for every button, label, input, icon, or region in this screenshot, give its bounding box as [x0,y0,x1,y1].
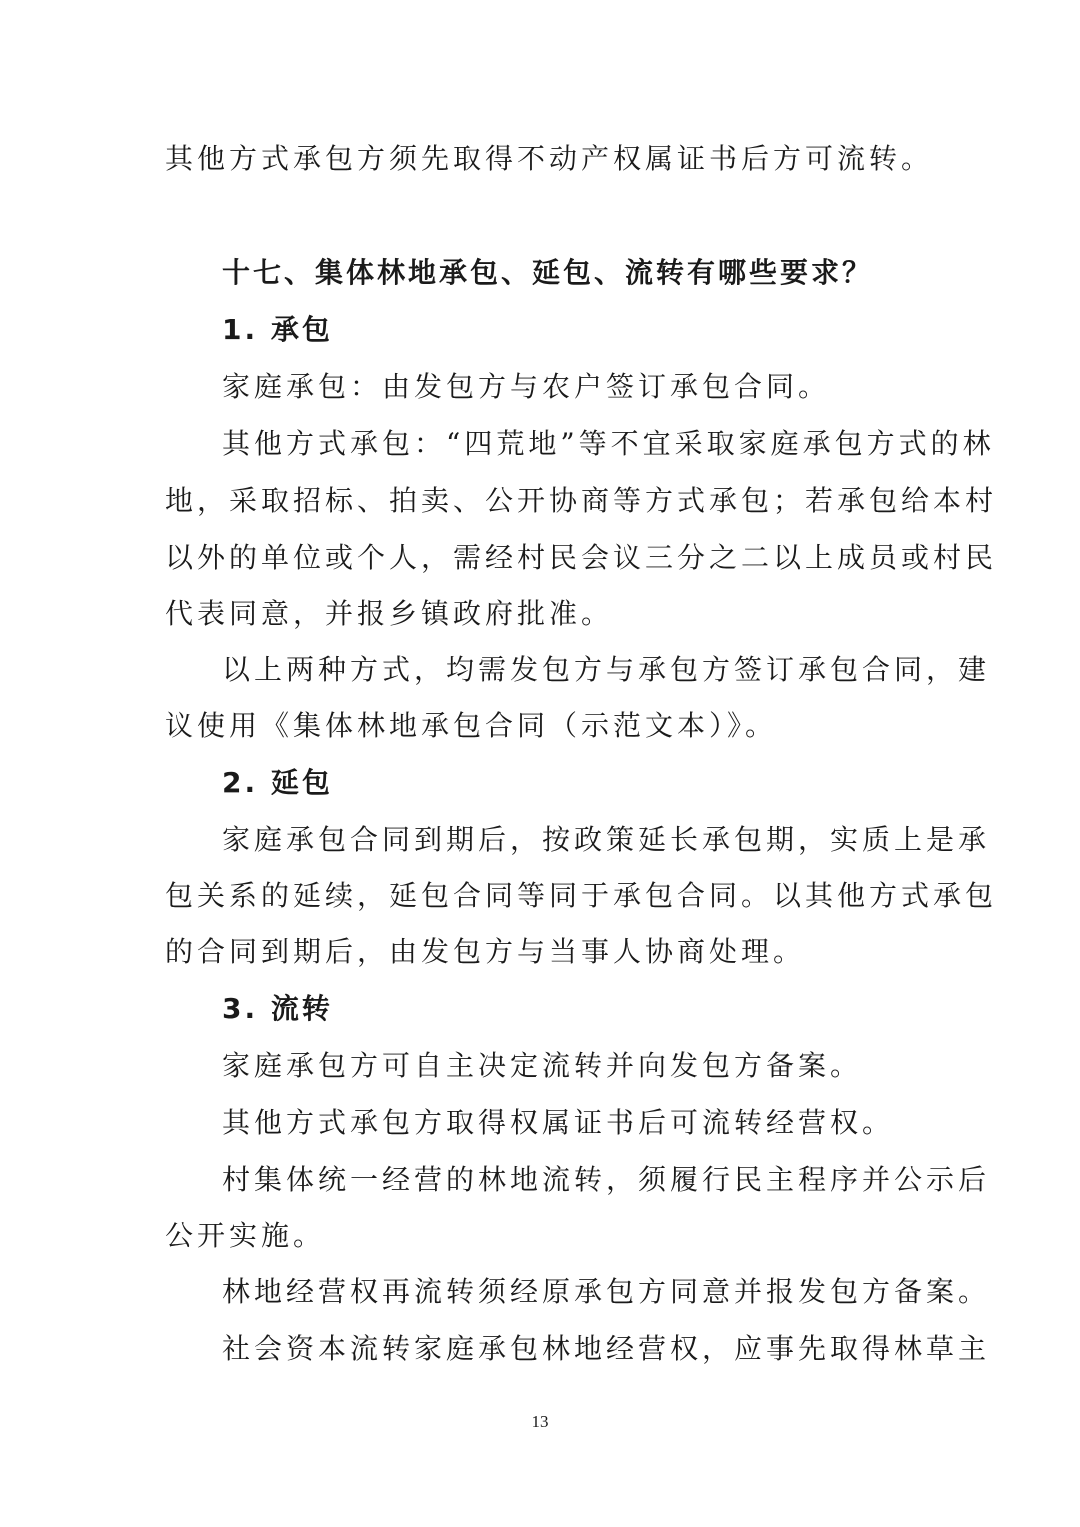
paragraph-line: 家庭承包方可自主决定流转并向发包方备案。 [222,1049,863,1082]
section-heading: 十七、集体林地承包、延包、流转有哪些要求？ [222,256,874,289]
paragraph-line: 其他方式承包方须先取得不动产权属证书后方可流转。 [165,142,934,175]
paragraph-line: 包关系的延续，延包合同等同于承包合同。以其他方式承包 [165,879,998,912]
paragraph-line: 议使用《集体林地承包合同（示范文本）》。 [165,709,778,742]
paragraph-line: 林地经营权再流转须经原承包方同意并报发包方备案。 [222,1275,991,1308]
paragraph-line: 社会资本流转家庭承包林地经营权，应事先取得林草主 [222,1332,991,1365]
paragraph-line: 家庭承包合同到期后，按政策延长承包期，实质上是承 [222,823,991,856]
paragraph-line: 以外的单位或个人，需经村民会议三分之二以上成员或村民 [165,541,998,574]
paragraph-line: 公开实施。 [165,1219,326,1252]
paragraph-line: 地，采取招标、拍卖、公开协商等方式承包；若承包给本村 [165,484,998,517]
subsection-heading-renewal: 2. 延包 [222,766,333,799]
paragraph-line: 家庭承包：由发包方与农户签订承包合同。 [222,370,831,403]
subsection-heading-transfer: 3. 流转 [222,992,333,1025]
subsection-heading-contracting: 1. 承包 [222,313,333,346]
page-number: 13 [531,1412,549,1431]
paragraph-line: 以上两种方式，均需发包方与承包方签订承包合同，建 [222,653,991,686]
paragraph-line: 其他方式承包：“四荒地”等不宜采取家庭承包方式的林 [222,427,995,460]
paragraph-line: 的合同到期后，由发包方与当事人协商处理。 [165,935,806,968]
paragraph-line: 代表同意，并报乡镇政府批准。 [165,597,614,630]
paragraph-line: 其他方式承包方取得权属证书后可流转经营权。 [222,1106,895,1139]
paragraph-line: 村集体统一经营的林地流转，须履行民主程序并公示后 [222,1163,991,1196]
